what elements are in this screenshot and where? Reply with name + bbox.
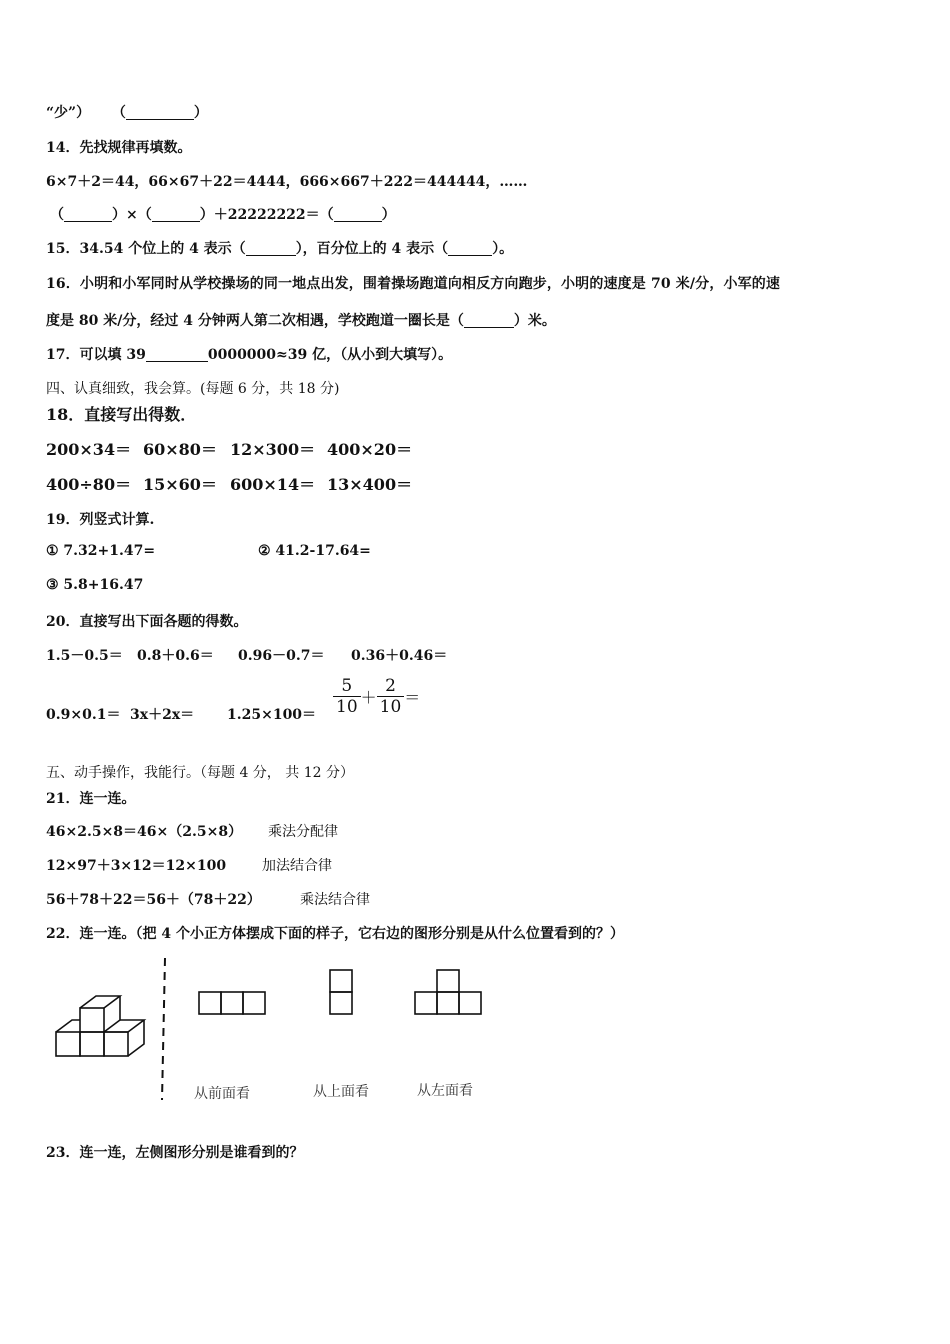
q16-line2: 度是 80 米/分，经过 4 分钟两人第二次相遇，学校跑道一圈长是（ ）米。 [46, 313, 556, 329]
answer-blank[interactable] [146, 347, 208, 362]
q19-title: 19．列竖式计算. [46, 512, 155, 528]
answer-blank[interactable] [334, 207, 382, 222]
label-front-view: 从前面看 [194, 1086, 250, 1102]
q21-row-1: 46×2.5×8＝46×（2.5×8） 乘法分配律 [46, 824, 338, 840]
q21-row-3: 56＋78＋22＝56＋（78＋22） 乘法结合律 [46, 892, 370, 908]
q21-row-2: 12×97＋3×12＝12×100 加法结合律 [46, 858, 332, 874]
q19-item-3: ③ 5.8+16.47 [46, 577, 144, 593]
cube-stack-drawing [56, 996, 144, 1056]
q18-title: 18．直接写出得数． [46, 405, 197, 424]
section-4-heading: 四、认真细致，我会算。(每题 6 分，共 18 分) [46, 381, 340, 397]
q19-item-2: ② 41.2-17.64= [258, 543, 371, 559]
answer-blank[interactable] [152, 207, 200, 222]
q14-pattern: 6×7＋2＝44，66×67＋22＝4444，666×667＋222＝444444，…… [46, 174, 528, 190]
q18-row2: 400÷80＝ 15×60＝ 600×14＝ 13×400＝ [46, 475, 413, 494]
answer-blank[interactable] [126, 105, 194, 120]
q16-line1: 16．小明和小军同时从学校操场的同一地点出发，围着操场跑道向相反方向跑步，小明的速度是 70 米/分，小军的速 [46, 276, 781, 292]
fraction-2-10: $\frac{2}{10}$ [377, 676, 405, 717]
q14-title: 14．先找规律再填数。 [46, 140, 192, 156]
q19-item-1: ① 7.32+1.47= [46, 543, 156, 559]
q14-fill: （ ）×（ ）＋22222222＝（ ） [50, 207, 396, 223]
top-view-drawing [330, 970, 352, 1014]
section-5-heading: 五、动手操作，我能行。（每题 4 分， 共 12 分） [46, 765, 354, 781]
answer-blank[interactable] [448, 241, 492, 256]
label-top-view: 从上面看 [313, 1084, 369, 1100]
q21-title: 21．连一连。 [46, 791, 136, 807]
dashed-divider [162, 958, 165, 1100]
answer-blank[interactable] [464, 313, 514, 328]
q20-fraction-expression: $\frac{5}{10}$ ＋ $\frac{2}{10}$ ＝ [333, 676, 420, 717]
answer-blank[interactable] [64, 207, 112, 222]
fraction-5-10: $\frac{5}{10}$ [333, 676, 361, 717]
q17: 17．可以填 39 0000000≈39 亿，（从小到大填写）。 [46, 347, 453, 363]
q20-title: 20．直接写出下面各题的得数。 [46, 614, 248, 630]
label-left-view: 从左面看 [417, 1083, 473, 1099]
q23-title: 23．连一连，左侧图形分别是谁看到的？ [46, 1145, 304, 1161]
answer-blank[interactable] [246, 241, 296, 256]
q20-row1: 1.5－0.5＝ 0.8＋0.6＝ 0.96－0.7＝ 0.36＋0.46＝ [46, 648, 448, 664]
q22-title: 22．连一连。（把 4 个小正方体摆成下面的样子，它右边的图形分别是从什么位置看到的？） [46, 926, 624, 942]
left-view-drawing [415, 970, 481, 1014]
q15: 15．34.54 个位上的 4 表示（ ），百分位上的 4 表示（ ）。 [46, 241, 514, 257]
q18-row1: 200×34＝ 60×80＝ 12×300＝ 400×20＝ [46, 440, 413, 459]
q13-tail: “少”） （ ） [46, 105, 208, 121]
q20-row2: 0.9×0.1＝ 3x＋2x＝ 1.25×100＝ [46, 707, 317, 723]
front-view-drawing [199, 992, 265, 1014]
q22-figure [0, 950, 520, 1110]
